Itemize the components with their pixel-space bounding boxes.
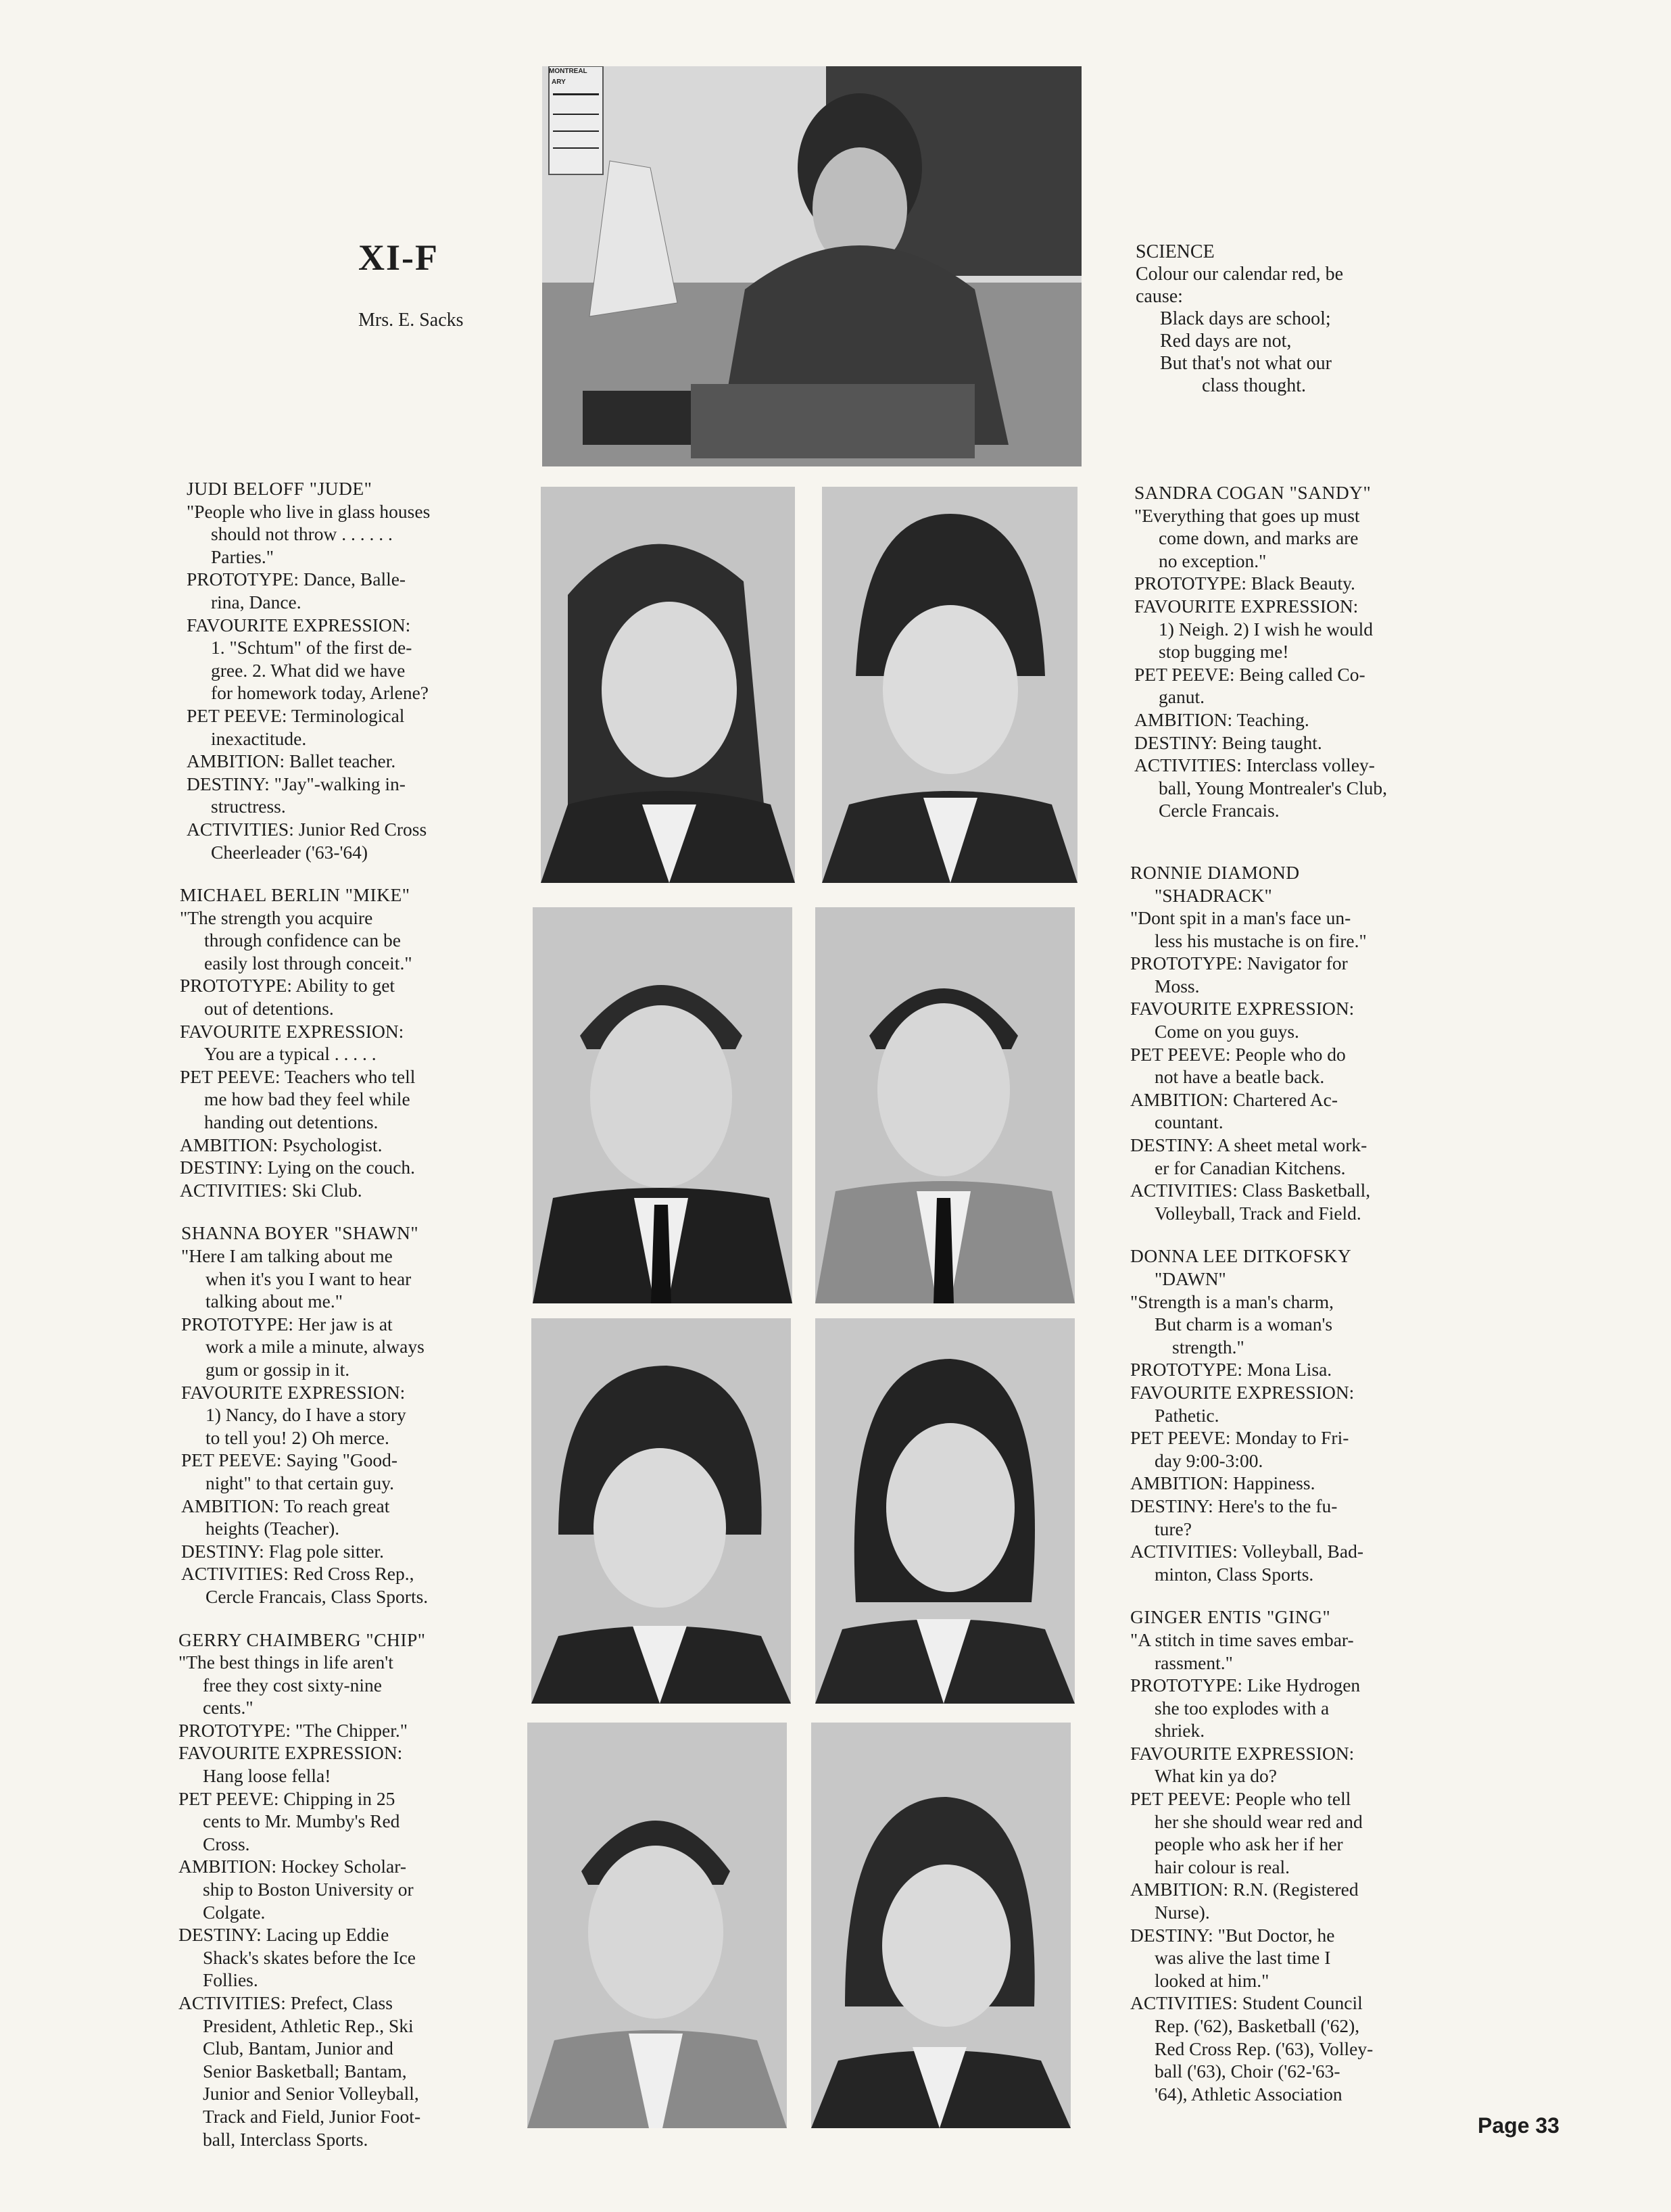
student-entry — [178, 477, 489, 863]
student-line: Cercle Francais, Class Sports. — [205, 1585, 429, 1607]
teacher-photo — [542, 66, 1082, 466]
student-line: PET PEEVE: People who tell — [1130, 1788, 1351, 1810]
student-line: minton, Class Sports. — [1155, 1563, 1314, 1585]
student-line: But charm is a woman's — [1155, 1314, 1333, 1335]
student-line: Shack's skates before the Ice — [203, 1946, 416, 1968]
student-line: FAVOURITE EXPRESSION: — [1130, 998, 1355, 1019]
student-line: ACTIVITIES: Ski Club. — [180, 1179, 362, 1201]
student-line: er for Canadian Kitchens. — [1155, 1157, 1346, 1178]
student-nickname: "SHADRACK" — [1155, 884, 1272, 906]
student-line: Come on you guys. — [1155, 1021, 1299, 1042]
student-line: day 9:00-3:00. — [1155, 1449, 1263, 1471]
student-entry — [1130, 481, 1443, 822]
student-line: "Dont spit in a man's face un- — [1130, 907, 1351, 929]
student-line: PROTOTYPE: Dance, Balle- — [187, 569, 406, 590]
student-line: easily lost through conceit." — [204, 952, 412, 973]
portrait-gerry-chaimberg — [527, 1723, 787, 2128]
student-line: Senior Basketball; Bantam, — [203, 2060, 407, 2082]
student-line: PROTOTYPE: Mona Lisa. — [1130, 1359, 1332, 1380]
student-line: Track and Field, Junior Foot- — [203, 2105, 421, 2127]
student-line: PROTOTYPE: Ability to get — [180, 975, 395, 996]
student-line: out of detentions. — [204, 998, 334, 1019]
student-line: AMBITION: Ballet teacher. — [187, 750, 396, 772]
student-line: looked at him." — [1155, 1969, 1269, 1991]
student-line: AMBITION: R.N. (Registered — [1130, 1879, 1359, 1900]
student-name: GERRY CHAIMBERG "CHIP" — [178, 1629, 426, 1650]
student-line: people who ask her if her — [1155, 1833, 1343, 1855]
student-line: PROTOTYPE: Her jaw is at — [181, 1313, 393, 1335]
page-number: Page 33 — [1478, 2113, 1559, 2138]
student-line: for homework today, Arlene? — [211, 682, 429, 704]
student-entry — [1130, 861, 1443, 1225]
student-name: DONNA LEE DITKOFSKY — [1130, 1245, 1352, 1267]
student-line: PROTOTYPE: "The Chipper." — [178, 1719, 408, 1741]
student-line: AMBITION: To reach great — [181, 1495, 390, 1516]
science-line: But that's not what our — [1160, 353, 1332, 374]
student-line: PET PEEVE: Monday to Fri- — [1130, 1427, 1349, 1449]
student-line: DESTINY: Lying on the couch. — [180, 1157, 416, 1178]
student-line: Colgate. — [203, 1901, 266, 1923]
student-line: PET PEEVE: Chipping in 25 — [178, 1787, 395, 1809]
student-entry — [1130, 1245, 1443, 1585]
right-column — [1130, 481, 1443, 2125]
student-line: FAVOURITE EXPRESSION: — [1134, 595, 1359, 617]
student-line: AMBITION: Chartered Ac- — [1130, 1088, 1338, 1110]
student-line: Cheerleader ('63-'64) — [211, 841, 368, 863]
student-line: hair colour is real. — [1155, 1856, 1290, 1877]
student-line: "A stitch in time saves embar- — [1130, 1629, 1354, 1650]
student-line: '64), Athletic Association — [1155, 2083, 1342, 2105]
student-line: no exception." — [1159, 550, 1267, 571]
portrait-michael-berlin — [533, 907, 792, 1303]
student-entry — [178, 884, 489, 1201]
student-line: rassment." — [1155, 1652, 1233, 1673]
calendar-header: MONTREAL — [549, 68, 587, 75]
student-line: FAVOURITE EXPRESSION: — [187, 614, 411, 635]
student-line: "The best things in life aren't — [178, 1652, 393, 1673]
student-line: ACTIVITIES: Junior Red Cross — [187, 818, 427, 840]
student-line: AMBITION: Psychologist. — [180, 1134, 383, 1155]
student-line: Pathetic. — [1155, 1404, 1219, 1426]
student-line: ture? — [1155, 1518, 1192, 1539]
student-name: RONNIE DIAMOND — [1130, 861, 1300, 883]
student-line: FAVOURITE EXPRESSION: — [180, 1020, 404, 1042]
student-line: gree. 2. What did we have — [211, 659, 406, 681]
student-line: Cross. — [203, 1833, 250, 1854]
portrait-judi-beloff — [541, 487, 795, 883]
student-line: PET PEEVE: People who do — [1130, 1043, 1346, 1065]
student-line: ACTIVITIES: Student Council — [1130, 1992, 1363, 2014]
student-line: to tell you! 2) Oh merce. — [205, 1426, 389, 1448]
student-line: Moss. — [1155, 975, 1200, 996]
student-line: her she should wear red and — [1155, 1810, 1363, 1832]
science-title: SCIENCE — [1136, 241, 1215, 262]
student-line: shriek. — [1155, 1720, 1205, 1741]
student-line: You are a typical . . . . . — [204, 1043, 377, 1065]
left-column — [178, 477, 489, 2171]
student-line: come down, and marks are — [1159, 527, 1359, 549]
student-line: AMBITION: Happiness. — [1130, 1472, 1315, 1494]
student-line: inexactitude. — [211, 727, 307, 749]
portrait-ronnie-diamond — [815, 907, 1075, 1303]
student-line: ACTIVITIES: Class Basketball, — [1130, 1180, 1371, 1201]
student-line: PROTOTYPE: Black Beauty. — [1134, 573, 1355, 594]
student-name: SHANNA BOYER "SHAWN" — [181, 1222, 419, 1244]
student-line: Junior and Senior Volleyball, — [203, 2083, 419, 2105]
student-line: Red Cross Rep. ('63), Volley- — [1155, 2038, 1374, 2059]
student-line: 1. "Schtum" of the first de- — [211, 637, 412, 658]
student-line: Club, Bantam, Junior and — [203, 2038, 393, 2059]
student-line: not have a beatle back. — [1155, 1066, 1325, 1088]
student-line: through confidence can be — [204, 930, 401, 951]
science-line: class thought. — [1202, 375, 1306, 396]
student-line: when it's you I want to hear — [205, 1268, 412, 1289]
student-entry — [178, 1629, 489, 2151]
student-line: FAVOURITE EXPRESSION: — [181, 1381, 406, 1403]
student-line: was alive the last time I — [1155, 1947, 1331, 1969]
student-line: less his mustache is on fire." — [1155, 930, 1367, 951]
student-line: PET PEEVE: Being called Co- — [1134, 663, 1365, 685]
student-line: AMBITION: Hockey Scholar- — [178, 1856, 407, 1877]
student-line: 1) Neigh. 2) I wish he would — [1159, 618, 1373, 640]
student-name: GINGER ENTIS "GING" — [1130, 1606, 1331, 1628]
student-nickname: "DAWN" — [1155, 1268, 1226, 1289]
portrait-sandra-cogan — [822, 487, 1077, 883]
student-line: cents." — [203, 1697, 253, 1718]
student-line: stop bugging me! — [1159, 641, 1289, 663]
student-line: cents to Mr. Mumby's Red — [203, 1810, 400, 1832]
student-line: work a mile a minute, always — [205, 1336, 425, 1357]
student-line: ganut. — [1159, 686, 1205, 708]
student-line: FAVOURITE EXPRESSION: — [1130, 1381, 1355, 1403]
student-line: she too explodes with a — [1155, 1697, 1330, 1718]
student-line: strength." — [1172, 1336, 1244, 1357]
science-line: Colour our calendar red, be — [1136, 264, 1344, 285]
student-line: DESTINY: Here's to the fu- — [1130, 1495, 1338, 1516]
student-name: SANDRA COGAN "SANDY" — [1134, 482, 1372, 503]
teacher-name: Mrs. E. Sacks — [358, 310, 464, 331]
student-line: ball, Interclass Sports. — [203, 2128, 368, 2150]
student-line: PROTOTYPE: Like Hydrogen — [1130, 1675, 1361, 1696]
student-name: MICHAEL BERLIN "MIKE" — [180, 884, 410, 906]
student-line: FAVOURITE EXPRESSION: — [178, 1742, 403, 1764]
student-line: DESTINY: "Jay"-walking in- — [187, 773, 406, 794]
student-line: gum or gossip in it. — [205, 1358, 350, 1380]
student-line: Follies. — [203, 1969, 258, 1991]
student-line: Cercle Francais. — [1159, 800, 1280, 821]
student-line: Rep. ('62), Basketball ('62), — [1155, 2015, 1360, 2036]
student-line: "Here I am talking about me — [181, 1245, 393, 1266]
student-line: Parties." — [211, 546, 274, 567]
science-line: Red days are not, — [1160, 331, 1292, 352]
student-line: FAVOURITE EXPRESSION: — [1130, 1742, 1355, 1764]
student-line: ship to Boston University or — [203, 1879, 414, 1900]
student-line: DESTINY: Lacing up Eddie — [178, 1924, 389, 1946]
student-line: "Everything that goes up must — [1134, 504, 1360, 526]
student-line: Nurse). — [1155, 1902, 1210, 1923]
student-entry — [178, 1222, 489, 1608]
portrait-donna-lee-ditkofsky — [815, 1318, 1075, 1704]
student-line: handing out detentions. — [204, 1111, 379, 1133]
student-line: PET PEEVE: Saying "Good- — [181, 1449, 398, 1471]
student-entry — [1130, 1606, 1443, 2105]
student-line: President, Athletic Rep., Ski — [203, 2015, 414, 2036]
student-line: DESTINY: A sheet metal work- — [1130, 1134, 1367, 1156]
student-line: AMBITION: Teaching. — [1134, 708, 1309, 730]
student-line: PROTOTYPE: Navigator for — [1130, 953, 1348, 974]
student-line: structress. — [211, 796, 286, 817]
student-line: Volleyball, Track and Field. — [1155, 1202, 1361, 1224]
student-line: ball, Young Montrealer's Club, — [1159, 777, 1388, 798]
student-line: me how bad they feel while — [204, 1088, 410, 1110]
calendar-month-label: ARY — [552, 78, 566, 86]
student-line: "People who live in glass houses — [187, 500, 431, 522]
student-line: ACTIVITIES: Volleyball, Bad- — [1130, 1541, 1363, 1562]
student-name: JUDI BELOFF "JUDE" — [187, 478, 372, 499]
student-line: ACTIVITIES: Interclass volley- — [1134, 754, 1375, 776]
portrait-shanna-boyer — [531, 1318, 791, 1704]
student-line: ball ('63), Choir ('62-'63- — [1155, 2061, 1340, 2082]
science-line: Black days are school; — [1160, 308, 1331, 329]
student-line: What kin ya do? — [1155, 1765, 1277, 1787]
student-line: "Strength is a man's charm, — [1130, 1291, 1334, 1312]
student-line: PET PEEVE: Teachers who tell — [180, 1065, 416, 1087]
student-line: talking about me." — [205, 1291, 343, 1312]
student-line: Hang loose fella! — [203, 1765, 331, 1787]
student-line: 1) Nancy, do I have a story — [205, 1404, 406, 1426]
student-line: free they cost sixty-nine — [203, 1674, 382, 1696]
class-title: XI-F — [358, 237, 439, 278]
student-line: rina, Dance. — [211, 591, 301, 612]
student-line: DESTINY: "But Doctor, he — [1130, 1924, 1335, 1946]
student-line: DESTINY: Flag pole sitter. — [181, 1540, 384, 1562]
student-line: "The strength you acquire — [180, 907, 373, 928]
science-block — [1136, 241, 1420, 397]
student-line: ACTIVITIES: Prefect, Class — [178, 1992, 393, 2013]
portrait-ginger-entis — [811, 1723, 1071, 2128]
student-line: heights (Teacher). — [205, 1518, 340, 1539]
student-line: should not throw . . . . . . — [211, 523, 393, 545]
student-line: countant. — [1155, 1111, 1224, 1133]
student-line: ACTIVITIES: Red Cross Rep., — [181, 1563, 414, 1585]
science-line: cause: — [1136, 286, 1183, 307]
student-line: DESTINY: Being taught. — [1134, 731, 1322, 753]
student-line: night" to that certain guy. — [205, 1472, 395, 1493]
student-line: PET PEEVE: Terminological — [187, 704, 405, 726]
